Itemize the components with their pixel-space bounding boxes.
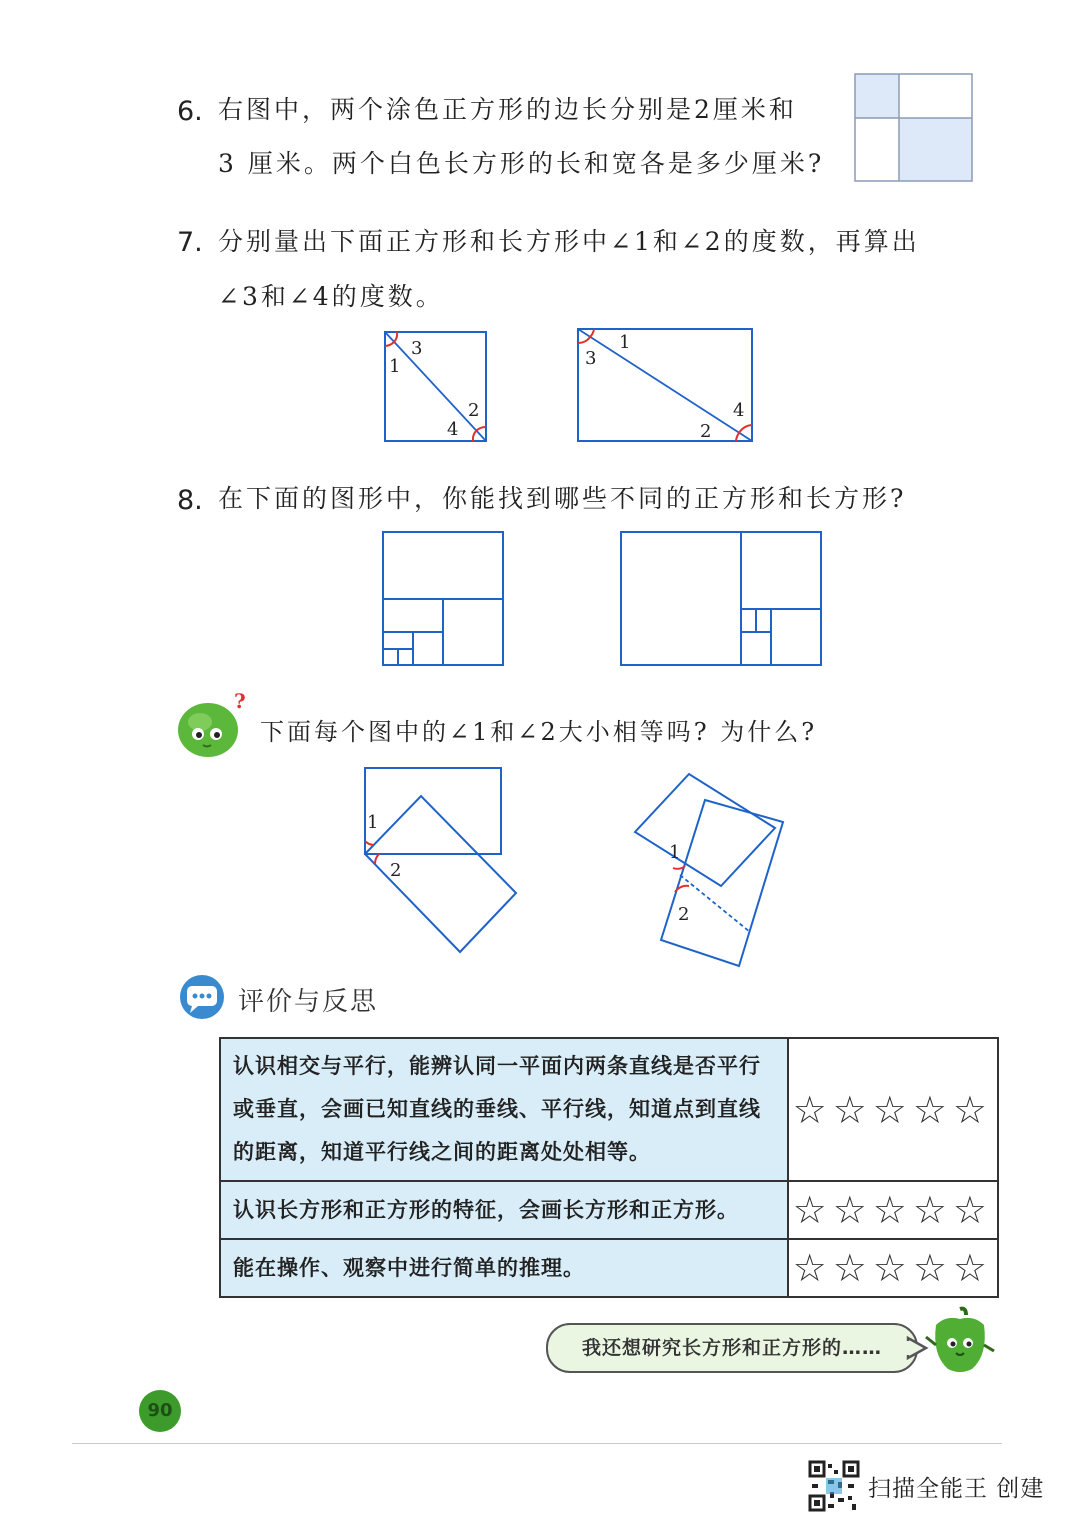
- q7-number: 7.: [177, 227, 203, 258]
- q7-rectangle-diagonal: [578, 329, 752, 441]
- q7-square-diagonal: [385, 332, 486, 441]
- table-row: [220, 1038, 998, 1181]
- think-right-label-2: 2: [678, 904, 690, 925]
- evaluation-row-3-text: 能在操作、观察中进行简单的推理。: [220, 1239, 788, 1297]
- q6-figure-squares: [850, 70, 980, 188]
- q7-right-label-2: 2: [700, 421, 712, 442]
- mascot-thinking: [172, 690, 252, 762]
- evaluation-table: [219, 1037, 999, 1298]
- q8-text: 在下面的图形中，你能找到哪些不同的正方形和长方形?: [218, 484, 907, 513]
- q7-figures: [375, 324, 765, 449]
- q7-left-label-3: 3: [411, 338, 423, 359]
- think-text: 下面每个图中的∠1和∠2大小相等吗? 为什么?: [260, 718, 818, 746]
- q6-number: 6.: [177, 96, 203, 127]
- table-row: [220, 1181, 998, 1239]
- q7-left-label-1: 1: [389, 356, 401, 377]
- q8-right-figure: [621, 532, 821, 665]
- q7-left-label-4: 4: [447, 419, 459, 440]
- q7-right-label-4: 4: [733, 400, 745, 421]
- think-left-rectangle: [365, 768, 501, 854]
- evaluation-row-2-text: 认识长方形和正方形的特征，会画长方形和正方形。: [220, 1181, 788, 1239]
- q6-small-shaded-square: [855, 74, 899, 118]
- evaluation-row-1-text: 认识相交与平行，能辨认同一平面内两条直线是否平行或垂直，会画已知直线的垂线、平行线，知道点到直线的距离，知道平行线之间的距离处处相等。: [220, 1038, 788, 1181]
- q7-text-line2: ∠3和∠4的度数。: [218, 282, 444, 311]
- think-left-label-1: 1: [367, 812, 379, 833]
- evaluation-row-1-stars[interactable]: ☆☆☆☆☆: [788, 1038, 998, 1181]
- q7-left-label-2: 2: [468, 400, 480, 421]
- evaluation-row-2-stars[interactable]: ☆☆☆☆☆: [788, 1181, 998, 1239]
- q6-text-line2: 3 厘米。两个白色长方形的长和宽各是多少厘米?: [218, 149, 825, 178]
- q7-text-line1: 分别量出下面正方形和长方形中∠1和∠2的度数，再算出: [218, 227, 920, 256]
- speech-bubble: 我还想研究长方形和正方形的……: [546, 1323, 918, 1373]
- think-left-label-2: 2: [390, 860, 402, 881]
- think-right-rectangle-1: [635, 774, 775, 886]
- table-row: [220, 1239, 998, 1297]
- evaluation-row-3-stars[interactable]: ☆☆☆☆☆: [788, 1239, 998, 1297]
- qr-code-icon: [808, 1460, 860, 1512]
- chat-bubble-icon: [178, 973, 228, 1021]
- q7-right-label-3: 3: [585, 348, 597, 369]
- pepper-mascot: [924, 1305, 996, 1375]
- q8-figures: [375, 525, 830, 670]
- evaluation-title: 评价与反思: [238, 987, 379, 1017]
- question-mark-icon: ?: [234, 690, 246, 713]
- think-right-rectangle-2: [661, 800, 783, 966]
- q6-large-shaded-square: [899, 118, 972, 181]
- footer-divider: [72, 1443, 1002, 1444]
- q8-left-figure: [383, 532, 503, 665]
- page-number: 90: [139, 1390, 181, 1432]
- q6-text-line1: 右图中，两个涂色正方形的边长分别是2厘米和: [218, 95, 797, 124]
- q8-number: 8.: [177, 485, 203, 516]
- think-figures: [355, 762, 795, 972]
- watermark-text: 扫描全能王 创建: [868, 1476, 1045, 1502]
- q7-right-label-1: 1: [619, 332, 631, 353]
- think-left-tilted-rectangle: [365, 796, 516, 952]
- think-right-label-1: 1: [669, 842, 681, 863]
